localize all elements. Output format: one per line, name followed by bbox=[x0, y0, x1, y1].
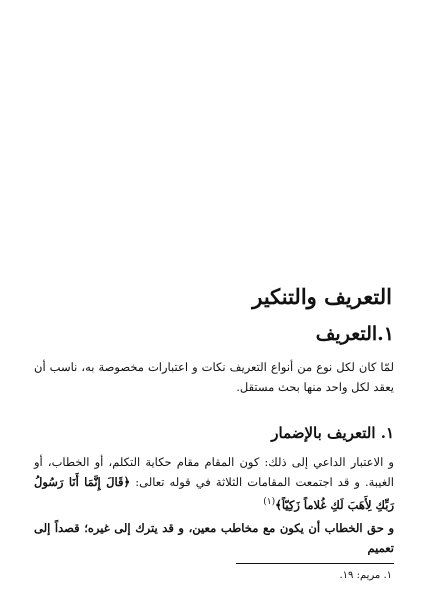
footnote-text: ١. مريم: ١٩. bbox=[339, 570, 392, 581]
next-paragraph: و حق الخطاب أن يكون مع مخاطب معين، و قد يترك إلى غيره؛ قصداً إلى تعميم bbox=[34, 521, 394, 555]
footnote-reference: (١) bbox=[263, 497, 276, 507]
quran-verse: ﴿قَالَ إِنَّمَا أَنَا رَسُولُ رَبِّكِ لِأَهَبَ لَكِ غُلاماً زَكِيّاً﴾ bbox=[34, 475, 394, 512]
chapter-title: التعريف والتنكير bbox=[252, 284, 392, 309]
section-heading-definiteness: ١.التعريف bbox=[315, 323, 394, 345]
footnote-divider bbox=[236, 563, 394, 564]
subsection-paragraph-pronouns bbox=[34, 452, 394, 515]
section-paragraph-definiteness: لمّا كان لكل نوع من أنواع التعريف نكات و اعتبارات مخصوصة به، ناسب أن يعقد لكل واحد منها بحث مستقل. bbox=[34, 360, 394, 394]
subsection-heading-pronouns: ١. التعريف بالإضمار bbox=[271, 424, 394, 442]
paragraph-intro-text: و الاعتبار الداعي إلى ذلك: كون المقام مقام حكاية التكلم، أو الخطاب، أو الغيبة. و قد اجتمعت المقامات الثلاثة في قوله تعالى: bbox=[34, 455, 394, 489]
